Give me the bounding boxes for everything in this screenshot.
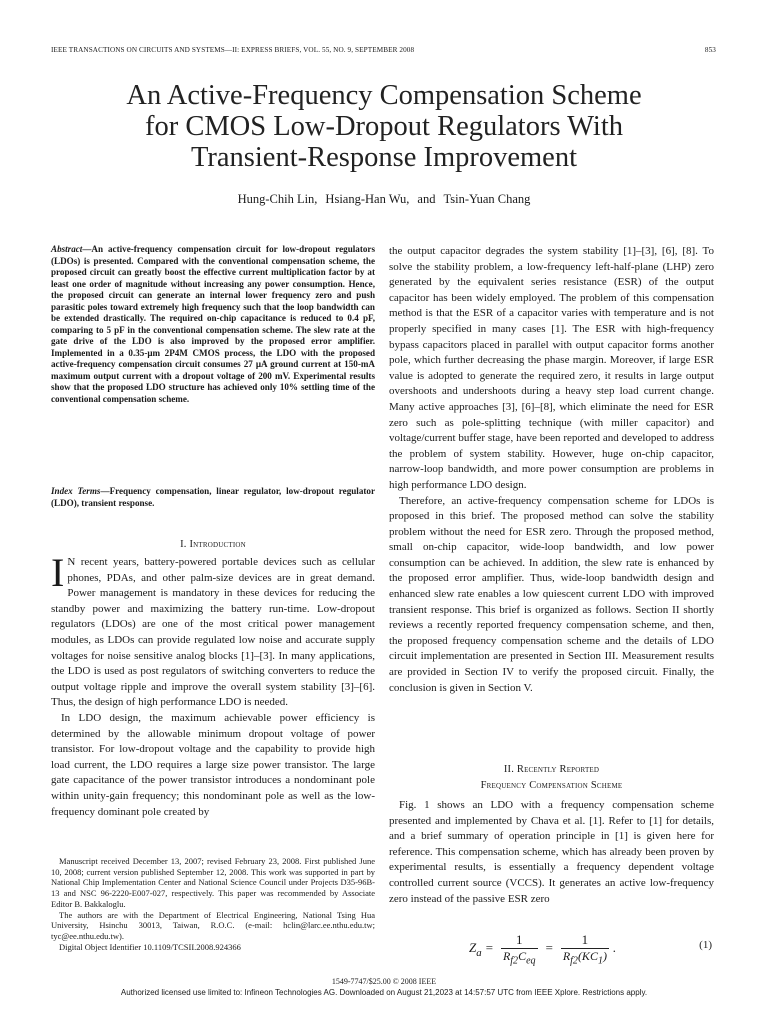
index-terms xyxy=(51,486,375,509)
eq-den2-close: ) xyxy=(602,949,607,963)
title-line-2: for CMOS Low-Dropout Regulators With xyxy=(144,111,624,142)
eq-fraction-2 xyxy=(561,932,609,966)
equation-expression xyxy=(469,932,616,966)
eq-sign-2: = xyxy=(544,940,554,956)
section-heading-2 xyxy=(389,762,714,794)
author-2: Hsiang-Han Wu, xyxy=(325,192,410,206)
running-header: IEEE TRANSACTIONS ON CIRCUITS AND SYSTEMS—II: EXPRESS BRIEFS, VOL. 55, NO. 9, SEPTEMBER 2008 xyxy=(51,46,415,54)
eq-den1-r-sub: f2 xyxy=(510,955,519,967)
introduction-body xyxy=(51,550,375,820)
intro-paragraph-1-text: N recent years, battery-powered portable devices such as cellular phones, PDAs, and other palm-size devices are in great demand. Power management is mandatory in these devices for reducing the standby power and maximizing the battery run-time. Low-dropout regulators (LDOs) are one of the most critical power management modules, as LDOs can provide regulated low noise and accurate supply voltages for noise sensitive analog blocks [1]–[3]. In many applications, the LDO is used as post regulators of switching converters to reduce the output voltage ripple and improve the overall system stability [3]–[6]. Thus, the design of high performance LDO is needed. xyxy=(51,556,375,709)
section-title: Introduction xyxy=(189,539,246,550)
footnote-affiliation: The authors are with the Department of Electrical Engineering, National Tsing Hua University, Hsinchu 30013, Taiwan, R.O.C. (e-mail: hclin@larc.ee.nthu.edu.tw; tyc@ee.nthu.edu.tw). xyxy=(51,909,375,941)
section-2-number: II. xyxy=(503,764,515,775)
title-line-3: Transient-Response Improvement xyxy=(190,142,578,173)
equation-1 xyxy=(389,928,714,967)
section-2-body xyxy=(389,798,714,907)
author-conjunction: and xyxy=(417,192,436,206)
eq-fraction-1 xyxy=(501,932,538,966)
eq-den2-r: R xyxy=(562,949,571,963)
eq-den1-c: C xyxy=(518,949,527,963)
copyright-line: 1549-7747/$25.00 © 2008 IEEE xyxy=(331,977,437,986)
right-paragraph-2: Therefore, an active-frequency compensation scheme for LDOs is proposed in this brief. The proposed method can solve the stability problem without the need for ESR zero. Through the proposed method, small on-chip capacitor, wide-loop bandwidth, and low power consumption can be achieved. In addition, the slew rate is enhanced by the proposed error amplifier. Thus, wide-loop bandwidth design and enhanced slew rate enables a low quiescent current LDO with improved transient response. This brief is organized as follows. Section II shortly reviews a recently reported frequency compensation scheme, and then, the proposed frequency compensation scheme and the details of LDO circuit implementation are presented in Section III. Measurement results are provided in Section IV to verify the proposed circuit. Finally, the conclusion is given in Section V. xyxy=(389,494,714,694)
eq-den2-rest: (KC xyxy=(577,949,598,963)
page-number: 853 xyxy=(704,46,716,54)
eq-num-1: 1 xyxy=(501,932,538,949)
author-3: Tsin-Yuan Chang xyxy=(443,192,531,206)
title-line-1: An Active-Frequency Compensation Scheme xyxy=(126,80,642,111)
eq-den1-r: R xyxy=(502,949,511,963)
index-terms-text: —Frequency compensation, linear regulator, low-dropout regulator (LDO), transient response. xyxy=(51,486,375,508)
eq-den-1 xyxy=(501,949,538,966)
eq-den2-rest-sub: 1 xyxy=(597,955,603,967)
footnote-manuscript: Manuscript received December 13, 2007; revised February 23, 2008. First published June 10, 2008; current version published September 12, 2008. This work was supported in part by National Chip Implementation Center and National Science Council under Projects D35-96B-13 and NSC 96-2220-E007-027, respectively. This paper was recommended by Associate Editor B. Bakkaloglu. xyxy=(51,856,375,909)
paper-title xyxy=(40,80,728,173)
eq-period: . xyxy=(612,940,617,956)
eq-sign-1: = xyxy=(484,940,494,956)
section-2-title-line-2: Frequency Compensation Scheme xyxy=(480,780,623,791)
abstract-text: —An active-frequency compensation circuit for low-dropout regulators (LDOs) is presented. Compared with the conventional compensation scheme, the proposed circuit can greatly boost the effective current multiplication factor by at least one order of magnitude without increasing any power consumption. Hence, the proposed circuit can generate an internal lower frequency zero and push parasitic poles toward extremely high frequency such that the loop bandwidth can be extended drastically. The required on-chip capacitance is reduced to 0.4 pF, comparing to 5 pF in the conventional compensation scheme. The slew rate at the gate drive of the LDO is also improved by the proposed error amplifier. Implemented in a 0.35-μm 2P4M CMOS process, the LDO with the proposed active-frequency compensation circuit consumes 27 μA ground current at 150-mA maximum output current with a dropout voltage of 200 mV. Experimental results show that the proposed LDO structure has achieved only 10% settling time of the conventional compensation scheme. xyxy=(51,244,375,404)
eq-num-2: 1 xyxy=(561,932,609,949)
right-column-body xyxy=(389,244,714,696)
author-list xyxy=(40,192,728,207)
footnote-doi: Digital Object Identifier 10.1109/TCSII.2008.924366 xyxy=(59,941,241,952)
license-notice: Authorized licensed use limited to: Infineon Technologies AG. Downloaded on August 21,2023 at 14:57:57 UTC from IEEE Xplore. Restrictions apply. xyxy=(120,988,648,997)
author-1: Hung-Chih Lin, xyxy=(237,192,318,206)
section-heading-introduction xyxy=(51,539,375,550)
intro-paragraph-2: In LDO design, the maximum achievable power efficiency is determined by the allowable minimum dropout voltage of power transistor. For low-dropout voltage and the capability to provide high load current, the LDO requires a large size power transistor. The large gate capacitance of the power transistor introduces a nondominant pole within unity-gain frequency; this nondominant pole as well as the low-frequency dominant pole created by xyxy=(51,711,375,818)
eq-lhs-sub: a xyxy=(476,946,482,959)
equation-number: (1) xyxy=(699,939,712,951)
eq-den1-c-sub: eq xyxy=(526,955,536,967)
footnote xyxy=(51,856,375,952)
section-2-paragraph-1: Fig. 1 shows an LDO with a frequency compensation scheme presented and implemented by Chava et al. [1]. Refer to [1] for details, and a brief summary of operation principle in [1] is given here for reference. This compensation scheme, which has already been proven by experimental results, is essentially a frequency dependent voltage controlled current source (VCCS). It generates an active low-frequency zero instead of the passive ESR zero xyxy=(389,799,714,905)
section-number: I. xyxy=(180,539,187,550)
eq-den-2 xyxy=(561,949,609,966)
eq-den2-r-sub: f2 xyxy=(570,955,578,967)
abstract xyxy=(51,244,375,405)
right-paragraph-1: the output capacitor degrades the system stability [1]–[3], [6], [8]. To solve the stability problem, a low-frequency left-half-plane (LHP) zero generated by the equivalent series resistance (ESR) of the output capacitor has been widely employed. The problem of this compensation method is that the ESR of a capacitor varies with temperature and is not properly specified in many cases [1]. The ESR with high-frequency bypass capacitors placed in parallel with output capacitor forms another pole, which further decreasing the phase margin. Moreover, if large ESR value is adopted to generate the required zero, it results in large output overshoots and undershoots during a heavy step load current change. Many active approaches [3], [6]–[8], which eliminate the need for ESR zero such as pole-splitting technique (with miller capacitor) and voltage/current buffer stage, have been reported and developed to address the problem of system stability. However, huge on-chip capacitor, narrow-loop bandwidth, and more power consumption are problems in high performance LDO design. xyxy=(389,245,714,491)
eq-lhs: Z xyxy=(469,940,477,956)
intro-paragraph-1 xyxy=(51,550,375,711)
drop-cap: I xyxy=(51,550,65,595)
index-terms-lead: Index Terms xyxy=(51,486,101,496)
abstract-lead: Abstract xyxy=(51,244,83,254)
section-2-title-line-1: Recently Reported xyxy=(516,764,600,775)
